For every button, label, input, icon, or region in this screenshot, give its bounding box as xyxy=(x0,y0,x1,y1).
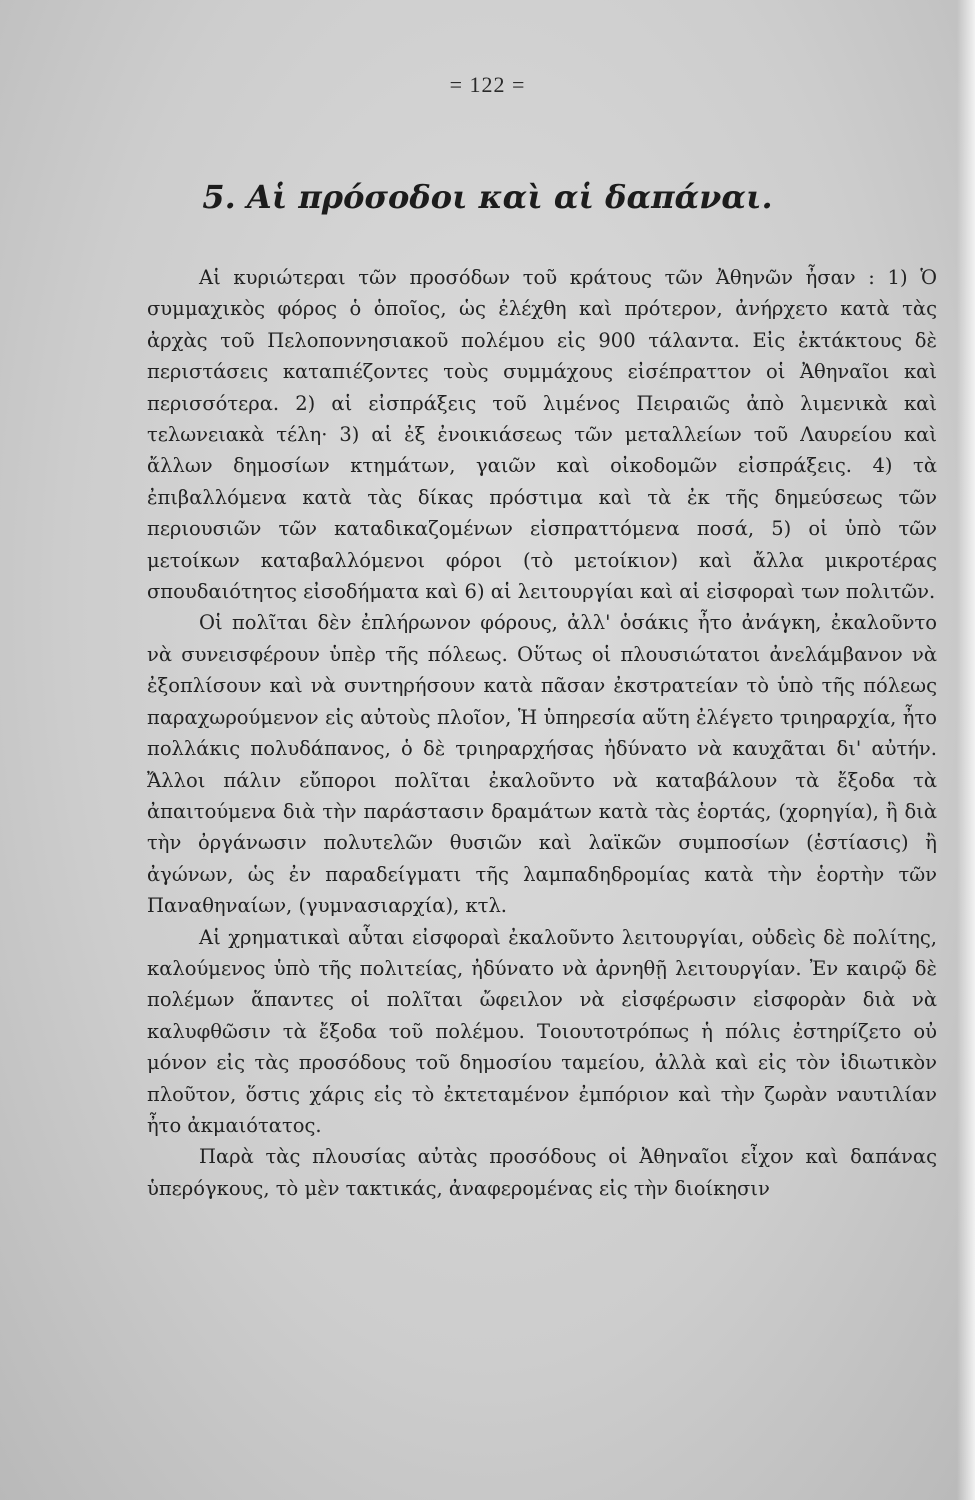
body-text xyxy=(147,262,937,1204)
paragraph-liturgies: Αἱ χρηματικαὶ αὗται εἰσφοραὶ ἐκαλοῦντο λειτουργίαι, οὐδεὶς δὲ πολίτης, καλούμενος ὑπὸ τῆς πολιτείας, ἠδύνατο νὰ ἀρνηθῇ λειτουργίαν. Ἐν καιρῷ δὲ πολέμων ἅπαντες οἱ πολῖται ὤφειλον νὰ εἰσφέρωσιν εἰσφορὰν διὰ νὰ καλυφθῶσιν τὰ ἔξοδα τοῦ πολέμου. Τοιουτοτρόπως ἡ πόλις ἐστηρίζετο οὐ μόνον εἰς τὰς προσόδους τοῦ δημοσίου ταμείου, ἀλλὰ καὶ εἰς τὸν ἰδιωτικὸν πλοῦτον, ὅστις χάρις εἰς τὸ ἐκτεταμένον ἐμπόριον καὶ τὴν ζωρὰν ναυτιλίαν ἦτο ἀκμαιότατος. xyxy=(147,925,937,1137)
section-title: 5. Αἱ πρόσοδοι καὶ αἱ δαπάναι. xyxy=(202,178,773,216)
paragraph-expenses: Παρὰ τὰς πλουσίας αὐτὰς προσόδους οἱ Ἀθηναῖοι εἶχον καὶ δαπάνας ὑπερόγκους, τὸ μὲν τακτικάς, ἀναφερομένας εἰς τὴν διοίκησιν xyxy=(147,1145,937,1200)
page-number: = 122 = xyxy=(449,72,526,97)
page-edge xyxy=(957,0,975,1500)
paragraph-citizens: Οἱ πολῖται δὲν ἐπλήρωνον φόρους, ἀλλ' ὁσάκις ἦτο ἀνάγκη, ἐκαλοῦντο νὰ συνεισφέρουν ὑπὲρ τῆς πόλεως. Οὕτως οἱ πλουσιώτατοι ἀνελάμβανον νὰ ἐξοπλίσουν καὶ νὰ συντηρήσουν κατὰ πᾶσαν ἐκστρατείαν τὸ ὑπὸ τῆς πόλεως παραχωρούμενον εἰς αὐτοὺς πλοῖον, Ἡ ὑπηρεσία αὕτη ἐλέγετο τριηραρχία, ἦτο πολλάκις πολυδάπανος, ὁ δὲ τριηραρχήσας ἠδύνατο νὰ καυχᾶται δι' αὐτήν. Ἄλλοι πάλιν εὔποροι πολῖται ἐκαλοῦντο νὰ καταβάλουν τὰ ἔξοδα τὰ ἀπαιτούμενα διὰ τὴν παράστασιν δραμάτων κατὰ τὰς ἑορτάς, (χορηγία), ἢ διὰ τὴν ὀργάνωσιν πολυτελῶν θυσιῶν καὶ λαϊκῶν συμποσίων (ἑστίασις) ἢ ἀγώνων, ὡς ἐν παραδείγματι τῆς λαμπαδηδρομίας κατὰ τὴν ἑορτὴν τῶν Παναθηναίων, (γυμνασιαρχία), κτλ. xyxy=(147,611,937,918)
paragraph-revenues: Αἱ κυριώτεραι τῶν προσόδων τοῦ κράτους τῶν Ἀθηνῶν ἦσαν : 1) Ὁ συμμαχικὸς φόρος ὁ ὁποῖος, ὡς ἐλέχθη καὶ πρότερον, ἀνήρχετο κατὰ τὰς ἀρχὰς τοῦ Πελοποννησιακοῦ πολέμου εἰς 900 τάλαντα. Εἰς ἐκτάκτους δὲ περιστάσεις καταπιέζοντες τοὺς συμμάχους εἰσέπραττον οἱ Ἀθηναῖοι καὶ περισσότερα. 2) αἱ εἰσπράξεις τοῦ λιμένος Πειραιῶς ἀπὸ λιμενικὰ καὶ τελωνειακὰ τέλη· 3) αἱ ἐξ ἐνοικιάσεως τῶν μεταλλείων τοῦ Λαυρείου καὶ ἄλλων δημοσίων κτημάτων, γαιῶν καὶ οἰκοδομῶν εἰσπράξεις. 4) τὰ ἐπιβαλλόμενα κατὰ τὰς δίκας πρόστιμα καὶ τὰ ἐκ τῆς δημεύσεως τῶν περιουσιῶν τῶν καταδικαζομένων εἰσπραττόμενα ποσά, 5) οἱ ὑπὸ τῶν μετοίκων καταβαλλόμενοι φόροι (τὸ μετοίκιον) καὶ ἄλλα μικροτέρας σπουδαιότητος εἰσοδήματα καὶ 6) αἱ λειτουργίαι καὶ αἱ εἰσφοραὶ των πολιτῶν. xyxy=(147,266,937,604)
